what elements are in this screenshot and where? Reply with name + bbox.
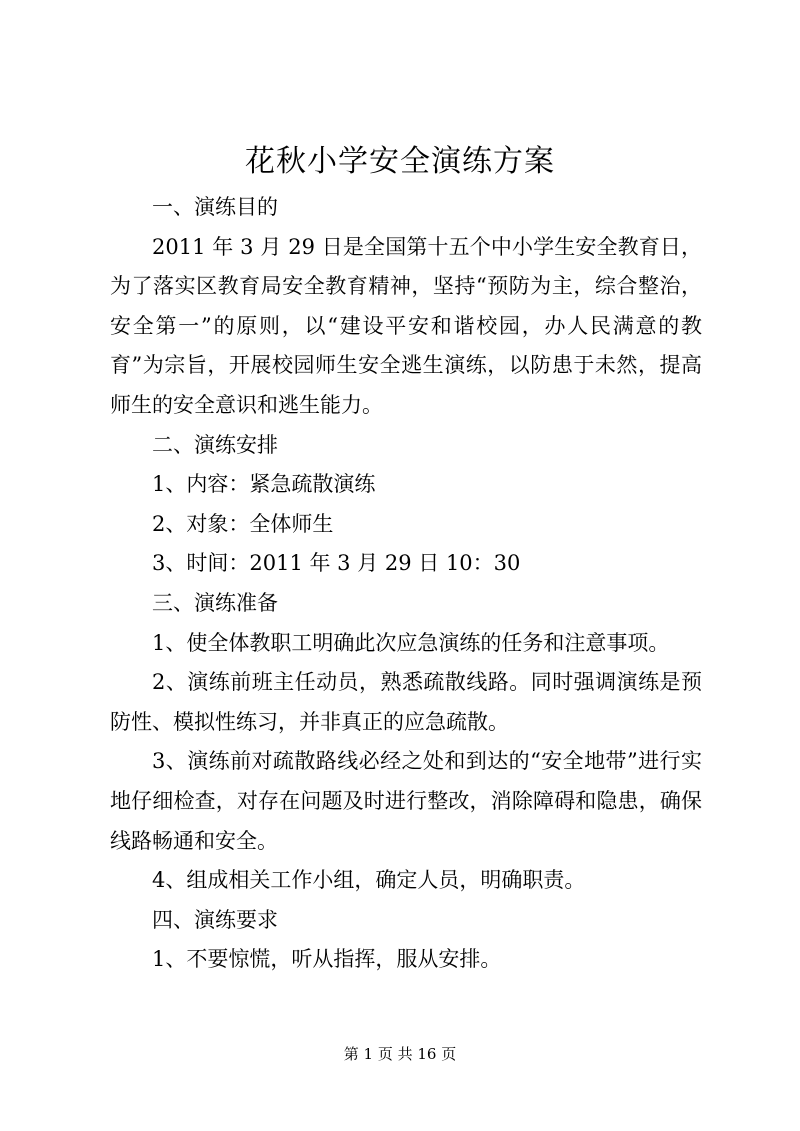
- section-heading-arrangement: 二、演练安排: [152, 432, 278, 457]
- section-heading-preparation: 三、演练准备: [152, 590, 278, 615]
- list-item-preparation-3: 3、演练前对疏散路线必经之处和到达的“安全地带”进行实地仔细检查，对存在问题及时进行整改，消除障碍和隐患，确保线路畅通和安全。: [110, 749, 702, 853]
- list-item-time: 3、时间：2011 年 3 月 29 日 10：30: [152, 551, 521, 576]
- document-body: [110, 188, 702, 980]
- list-item-preparation-1: 1、使全体教职工明确此次应急演练的任务和注意事项。: [152, 630, 670, 655]
- document-title: 花秋小学安全演练方案: [245, 144, 555, 179]
- list-item-preparation-4: 4、组成相关工作小组，确定人员，明确职责。: [152, 868, 586, 893]
- list-item-requirement-1: 1、不要惊慌，听从指挥，服从安排。: [152, 947, 502, 972]
- page-number-footer: 第 1 页 共 16 页: [343, 1045, 457, 1063]
- list-item-content: 1、内容：紧急疏散演练: [152, 472, 376, 497]
- list-item-participants: 2、对象：全体师生: [152, 511, 334, 536]
- section-heading-requirements: 四、演练要求: [152, 907, 278, 932]
- section-heading-purpose: 一、演练目的: [152, 195, 278, 219]
- paragraph-purpose: 2011 年 3 月 29 日是全国第十五个中小学生安全教育日，为了落实区教育局安全教育精神，坚持“预防为主，综合整治，安全第一”的原则，以“建设平安和谐校园，办人民满意的教育”为宗旨，开展校园师生安全逃生演练，以防患于未然，提高师生的安全意识和逃生能力。: [110, 234, 702, 417]
- list-item-preparation-2: 2、演练前班主任动员，熟悉疏散线路。同时强调演练是预防性、模拟性练习，并非真正的应急疏散。: [110, 670, 702, 734]
